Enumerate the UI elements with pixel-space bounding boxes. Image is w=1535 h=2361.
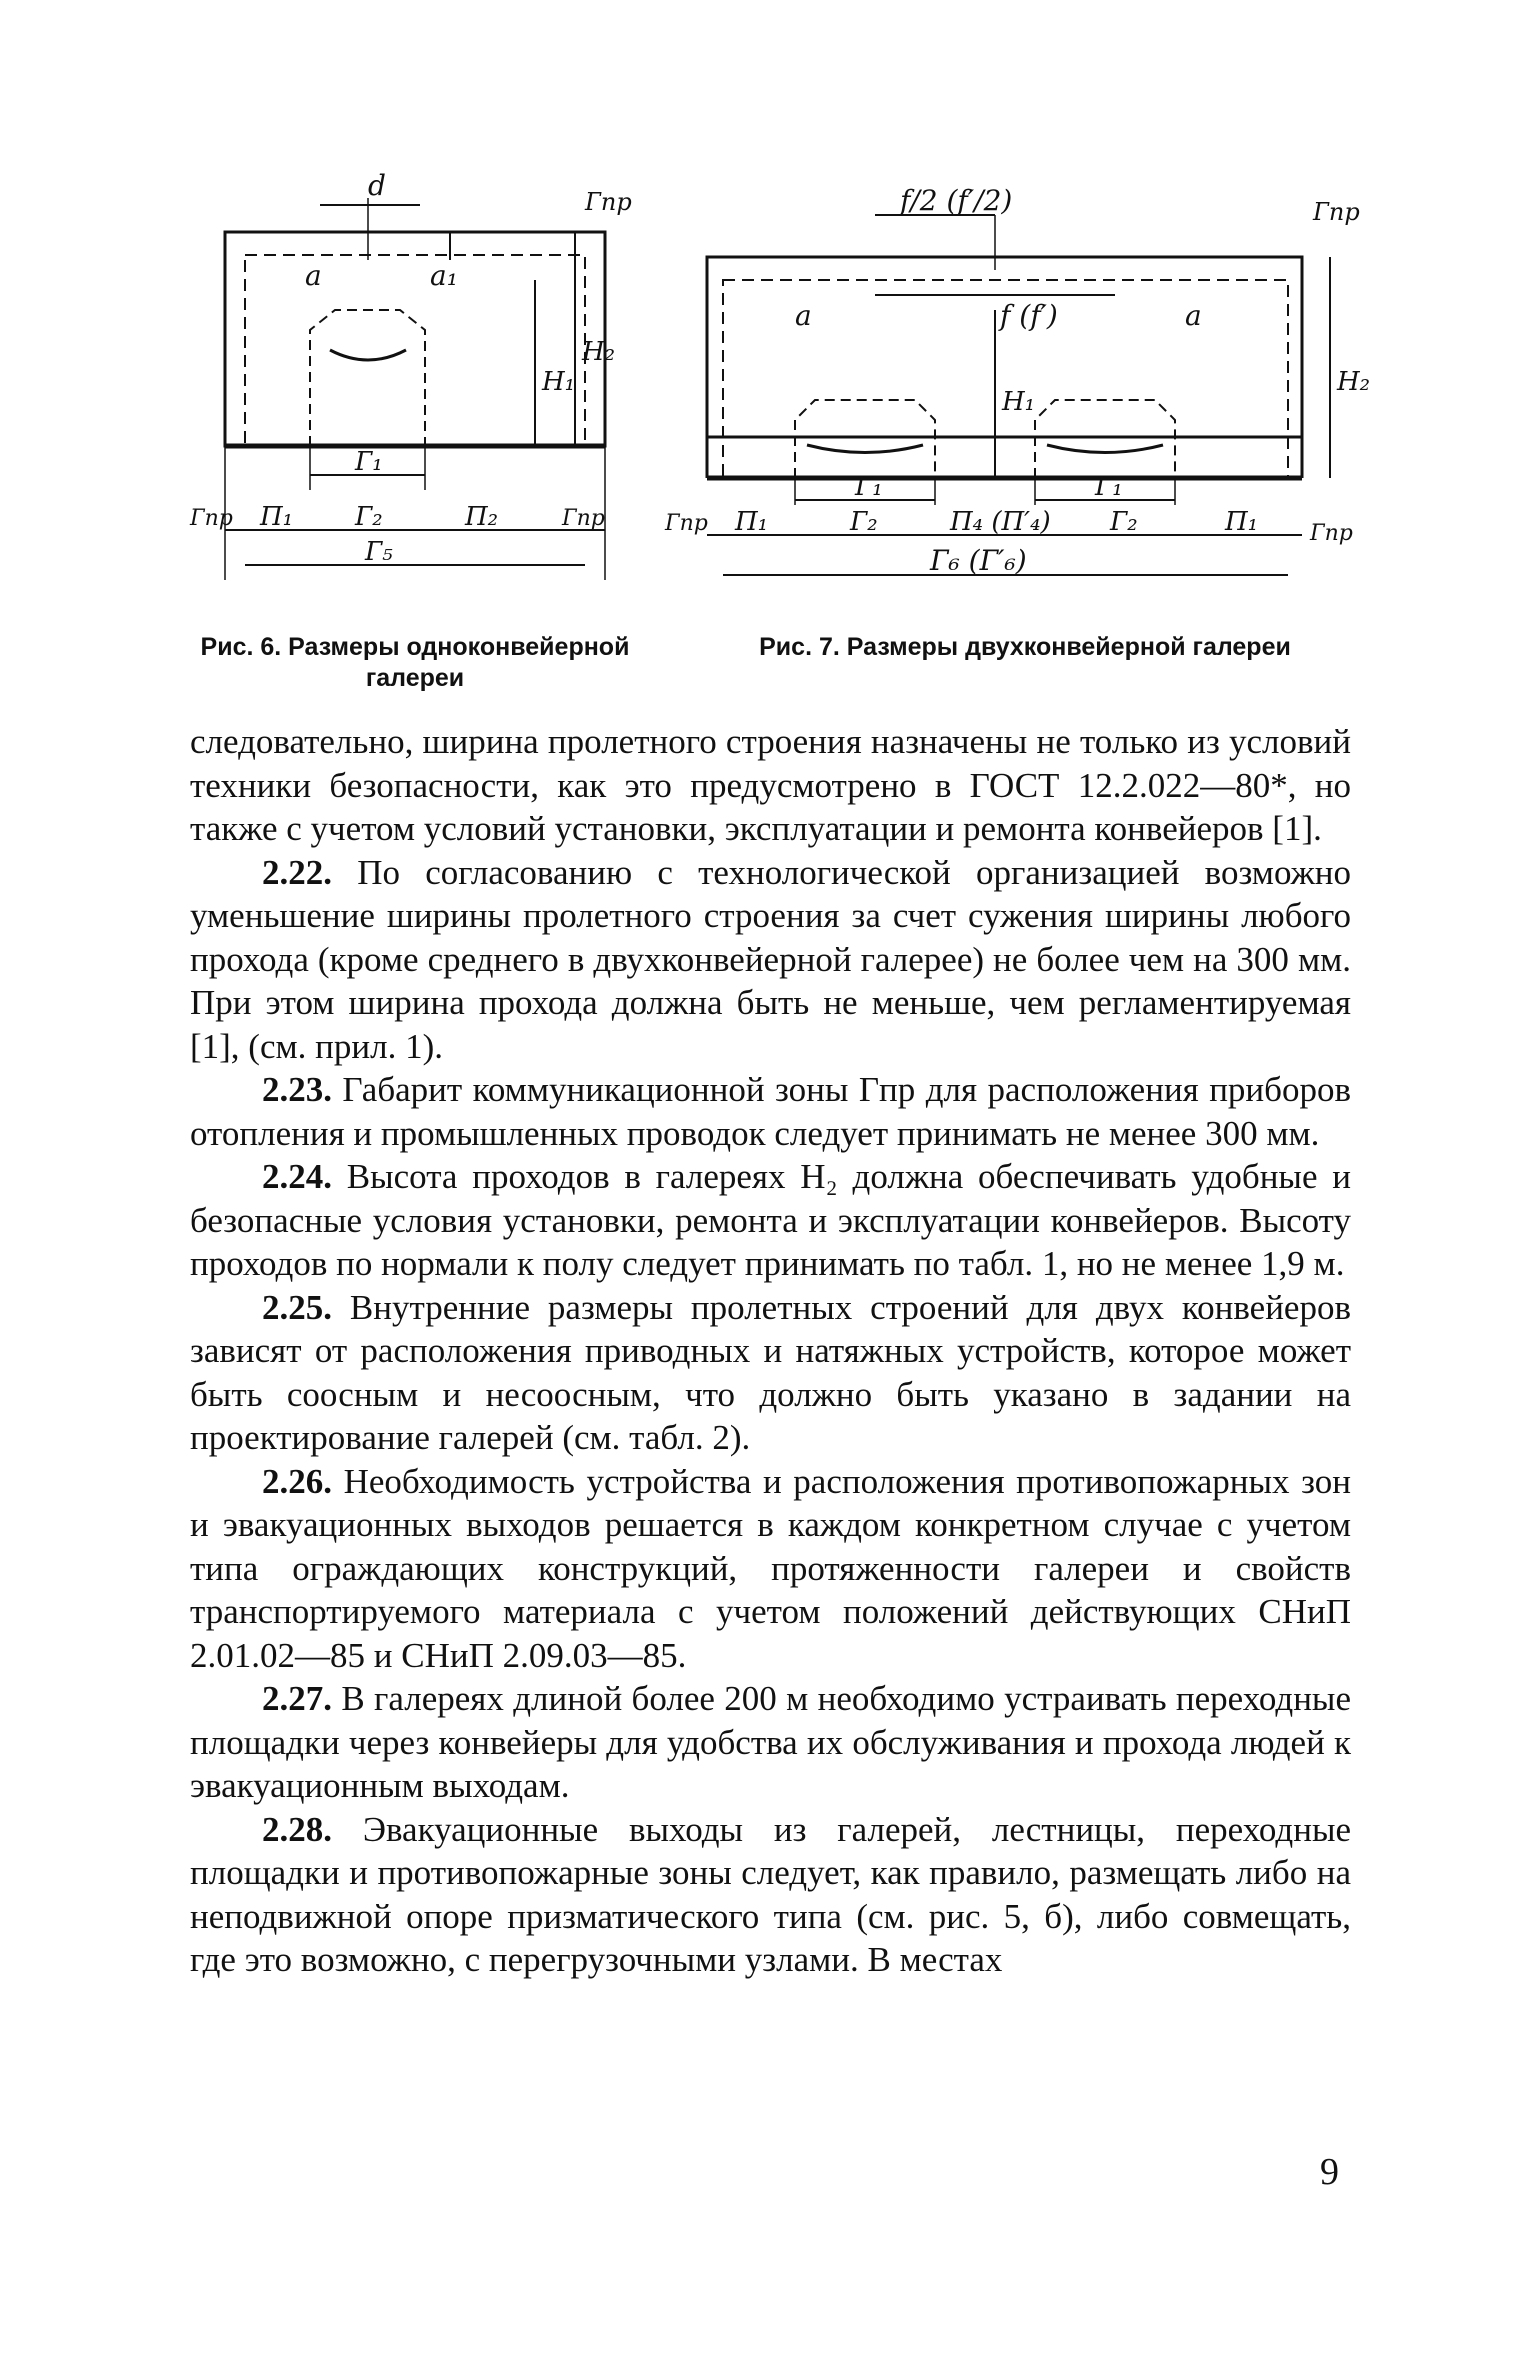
label-g2: Г₂ [355, 502, 383, 532]
paragraph-continuation [190, 720, 1351, 851]
figure-7-diagram [665, 160, 1371, 600]
figure-7-svg [665, 160, 1371, 600]
paragraph-number: 2.27. [262, 1679, 332, 1718]
paragraph-text: Необходимость устройства и расположения противопожарных зон и эвакуационных выходов решается в каждом конкретном случае с учетом типа ограждающих конструкций, протяженности галереи и свойств транспортируемого материала с учетом положений действующих СНиП 2.01.02—85 и СНиП 2.09.03—85. [190, 1461, 1351, 1675]
label-p4: П₄ (П′₄) [950, 507, 1051, 537]
label-h2: H₂ [582, 337, 616, 367]
paragraph-number: 2.24. [262, 1157, 332, 1196]
paragraph-2-23 [190, 1068, 1351, 1155]
body-text [190, 720, 1351, 1982]
figure-7-caption: Рис. 7. Размеры двухконвейерной галереи [759, 633, 1291, 661]
label-gpr-right: Гпр [562, 506, 605, 531]
label-d: d [368, 169, 386, 202]
label-a-right: a [1185, 299, 1202, 332]
paragraph-2-27 [190, 1677, 1351, 1808]
paragraph-text: Высота проходов в галереях H₂ должна обеспечивать удобные и безопасные условия установки, ремонта и эксплуатации конвейеров. Высоту проходов по нормали к полу следует принимать по табл. 1, но не менее 1,9 м. [190, 1157, 1351, 1283]
figure-6-caption [190, 632, 640, 694]
paragraph-number: 2.23. [262, 1070, 332, 1109]
label-p1: П₁ [260, 502, 294, 532]
paragraph-text: Эвакуационные выходы из галерей, лестницы, переходные площадки и противопожарные зоны следует, как правило, размещать либо на неподвижной опоре призматического типа (см. рис. 5, б), либо совмещать, где это возможно, с перегрузочными узлами. В местах [190, 1809, 1351, 1979]
paragraph-number: 2.25. [262, 1287, 332, 1327]
paragraph-text: следовательно, ширина пролетного строения назначены не только из условий техники безопасности, как это предусмотрено в ГОСТ 12.2.022—80*, но также с учетом условий установки, эксплуатации и ремонта конвейеров [1]. [190, 722, 1351, 848]
label-gpr-right: Гпр [1310, 521, 1353, 546]
label-gpr-left: Гпр [665, 511, 708, 536]
label-g2-right: Г₂ [1110, 507, 1138, 537]
figure-6-diagram [190, 160, 650, 600]
label-gpr-top: Гпр [1313, 198, 1360, 226]
label-p2: П₂ [465, 502, 499, 532]
figure-6-svg [190, 160, 650, 600]
paragraph-2-22 [190, 851, 1351, 1069]
paragraph-number: 2.28. [262, 1809, 332, 1849]
paragraph-number: 2.26. [262, 1461, 332, 1501]
label-gpr-top: Гпр [585, 188, 632, 216]
paragraph-text: В галереях длиной более 200 м необходимо устраивать переходные площадки через конвейеры для удобства их обслуживания и прохода людей к эвакуационным выходам. [190, 1679, 1351, 1805]
paragraph-2-25 [190, 1286, 1351, 1460]
paragraph-number: 2.22. [262, 852, 332, 892]
paragraph-text: Габарит коммуникационной зоны Гпр для расположения приборов отопления и промышленных проводок следует принимать не менее 300 мм. [190, 1070, 1351, 1153]
paragraph-text: По согласованию с технологической организацией возможно уменьшение ширины пролетного строения за счет сужения ширины любого прохода (кроме среднего в двухконвейерной галерее) не более чем на 300 мм. При этом ширина прохода должна быть не меньше, чем регламентируемая [1], (см. прил. 1). [190, 852, 1351, 1066]
paragraph-2-26 [190, 1460, 1351, 1678]
label-g2-left: Г₂ [850, 507, 878, 537]
label-h1: H₁ [1002, 387, 1036, 417]
label-p1-right: П₁ [1225, 507, 1259, 537]
label-g5: Г₅ [365, 537, 393, 567]
label-g6: Г₆ (Г′₆) [930, 544, 1027, 577]
label-a-left: a [795, 299, 812, 332]
label-ff: f (f′) [1000, 299, 1058, 332]
label-g1: Г₁ [355, 447, 383, 477]
label-g1-right: Г₁ [1095, 472, 1123, 502]
label-a1: a₁ [430, 259, 458, 292]
paragraph-text: Внутренние размеры пролетных строений для двух конвейеров зависят от расположения приводных и натяжных устройств, которое может быть соосным и несоосным, что должно быть указано в задании на проектирование галерей (см. табл. 2). [190, 1287, 1351, 1457]
label-f2: f/2 (f′/2) [900, 184, 1013, 217]
label-a: a [305, 259, 322, 292]
paragraph-2-24 [190, 1155, 1351, 1286]
label-g1-left: Г₁ [855, 472, 883, 502]
figure-6-caption-line2: галереи [365, 664, 465, 692]
label-p1-left: П₁ [735, 507, 769, 537]
label-h2: H₂ [1337, 367, 1371, 397]
paragraph-2-28 [190, 1808, 1351, 1982]
label-gpr-left: Гпр [190, 506, 233, 531]
figure-6-caption-line1: Рис. 6. Размеры одноконвейерной [200, 633, 630, 661]
page-number: 9 [1320, 2151, 1339, 2193]
label-h1: H₁ [542, 367, 576, 397]
